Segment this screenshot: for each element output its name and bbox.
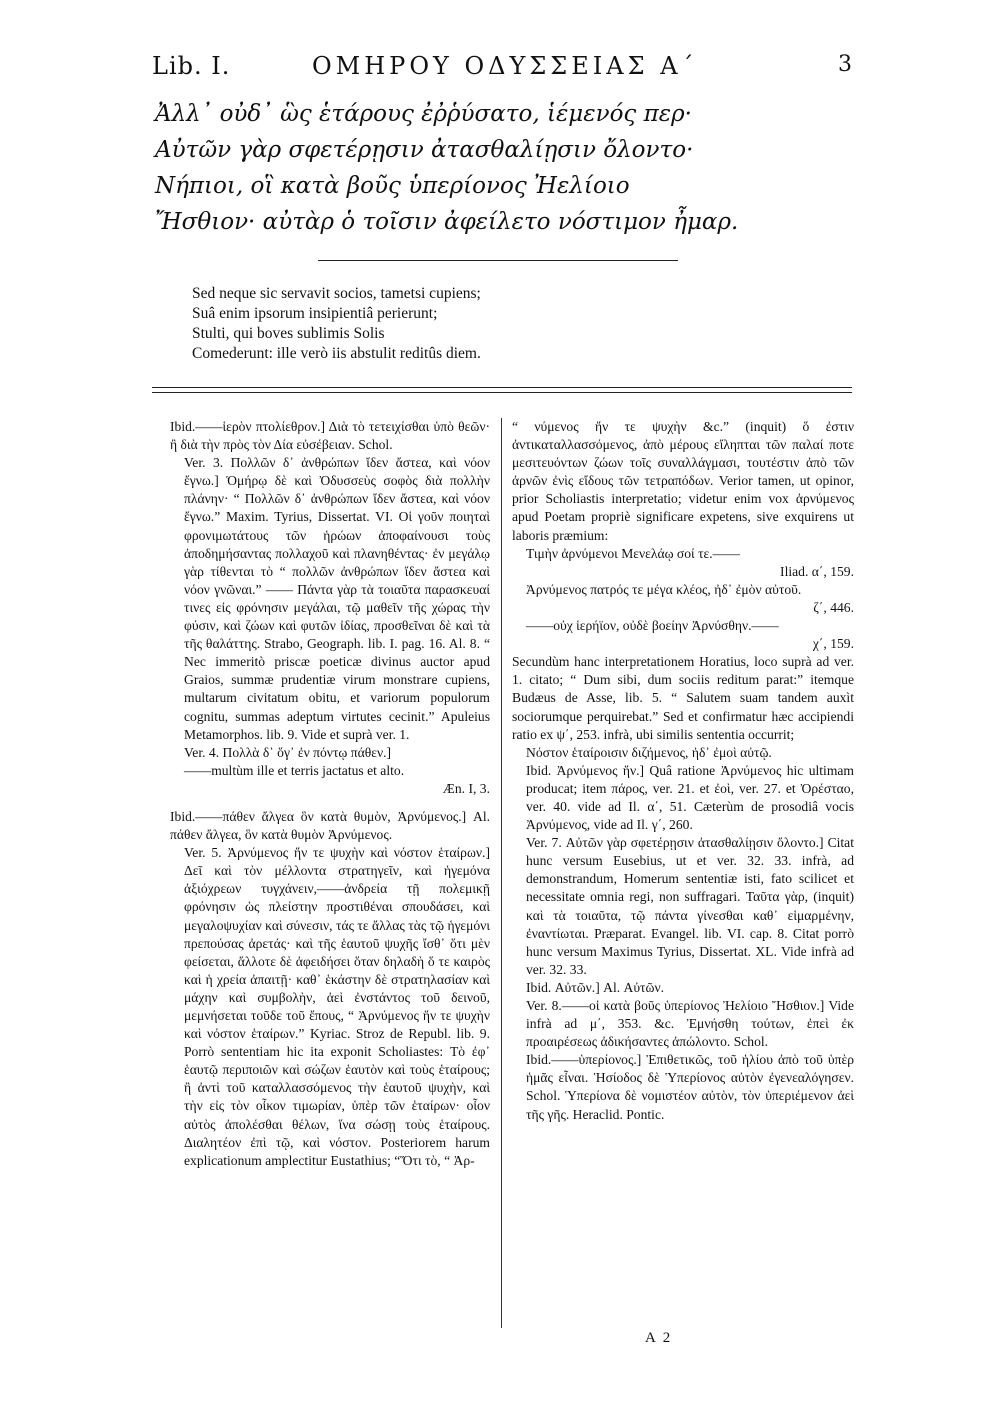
notes-divider-bottom [152, 392, 852, 393]
note-quote: Ἀρνύμενος πατρός τε μέγα κλέος, ἠδ᾽ ἐμὸν αὐτοῦ. [526, 581, 802, 597]
note-quote: ——οὐχ ἱερήϊον, οὐδὲ βοείην Ἀρνύσθην.—— [526, 618, 779, 634]
column-divider [501, 418, 502, 1328]
latin-verse-line: Stulti, qui boves sublimis Solis [192, 325, 385, 342]
note-paragraph: Ibid. Ἀρνύμενος ἥν.] Quâ ratione Ἀρνύμενος hic ultimam producat; item πάρος, ver. 21. et ἐοὶ, ver. 27. et Ὀρέσταο, ver. 40. vide ad Il. α΄, 51. Cæterùm de prosodiâ vocis Ἀρνύμενος, vide ad Il. γ΄, 260. [526, 762, 854, 833]
latin-verse-line: Comederunt: ille verò iis abstulit reditûs diem. [192, 345, 481, 362]
greek-verse-line: Αὐτῶν γὰρ σφετέρῃσιν ἀτασθαλίῃσιν ὄλοντο· [155, 137, 694, 163]
notes-divider-top [152, 387, 852, 388]
greek-verse-line: Ἤσθιον· αὐτὰρ ὁ τοῖσιν ἀφείλετο νόστιμον ἦμαρ. [155, 209, 739, 235]
notes-right-column [512, 418, 854, 1124]
note-paragraph: Ibid.——ὑπερίονος.] Ἐπιθετικῶς, τοῦ ἡλίου ἀπὸ τοῦ ὑπὲρ ἡμᾶς εἶναι. Ἡσίοδος δὲ Ὑπερίονος αὐτὸν ἐγενεαλόγησεν. Schol. Ὑπερίονα δὲ νομιστέον αὐτὸν, τὸν ὑπεριέμενον ἀεὶ τῆς γῆς. Heraclid. Pontic. [526, 1052, 854, 1122]
notes-left-column [170, 418, 490, 1170]
note-paragraph: Ver. 3. Πολλῶν δ᾽ ἀνθρώπων ἴδεν ἄστεα, καὶ νόον ἔγνω.] Ὁμήρῳ δὲ καὶ Ὀδυσσεὺς σοφὸς διὰ πολλὴν πλάνην· “ Πολλῶν δ᾽ ἀνθρώπων ἴδεν ἄστεα, καὶ νόον ἔγνω.” Maxim. Tyrius, Dissertat. VI. Οἱ γοῦν ποιηταὶ φρονιμωτάτους τῶν ἡρώων ἀποφαίνουσι τοὺς ἀποδημήσαντας πολλαχοῦ καὶ πλανηθέντας· ἐν μεγάλῳ γὰρ τίθενται τὸ “ πολλῶν ἀνθρώπων ἴδεν ἄστεα καὶ νόον γνῶναι.” —— Πάντα γὰρ τὰ τοιαῦτα παρασκευαί τινες εἰς φρόνησιν μεγάλαι, τῷ μαθεῖν τῆς χώρας τὴν φύσιν, καὶ ζώων καὶ φυτῶν ἰδίας, προσθεῖναι δὲ καὶ τὰ τῆς θαλάττης. Strabo, Geograph. lib. I. pag. 16. Al. 8. “ Nec immeritò priscæ poeticæ divinus auctor apud Graios, summæ prudentiæ virum monstrare cupiens, multarum civitatum obitu, et variorum populorum cognitu, summas adeptum virtutes cecinit.” Apuleius Metamorphos. lib. 9. Vide et suprà ver. 1. [184, 455, 490, 742]
greek-verse [155, 96, 835, 240]
page-number: 3 [838, 52, 852, 77]
note-paragraph: Ver. 7. Αὐτῶν γὰρ σφετέρῃσιν ἀτασθαλίῃσιν ὄλοντο.] Citat hunc versum Eusebius, ut et ver. 32. 33. infrà, ad demonstrandum, Homerum sententiæ isti, fato scilicet et necessitate omnia regi, non suffragari. Ταῦτα γὰρ, (inquit) καὶ τὰ τοιαῦτα, τῷ πάντα γίνεσθαι καθ᾽ εἱμαρμένην, ἐναντίωται. Præparat. Evangel. lib. VI. cap. 8. Citat porrò hunc versum Maximus Tyrius, Dissertat. XL. Vide infrà ad ver. 32. 33. [526, 835, 854, 977]
note-paragraph: Secundùm hanc interpretationem Horatius, loco suprà ad ver. 1. citato; “ Dum sibi, dum sociis reditum parat:” itemque Budæus de Asse, lib. 5. “ Salutem suam tandem auxìt sociorumque perquirebat.” Sed et confirmatur hæc accipiendi ratio ex ψ΄, 253. infrà, ubi similis sententia occurrit; [512, 654, 854, 742]
note-citation: ζ΄, 446. [813, 599, 854, 615]
note-citation: Æn. I, 3. [442, 780, 490, 796]
note-quote: Νόστον ἑταίροισιν διζήμενος, ἠδ᾽ ἐμοὶ αὐτῷ. [526, 744, 772, 760]
note-paragraph: Ver. 5. Ἀρνύμενος ἥν τε ψυχὴν καὶ νόστον ἑταίρων.] Δεῖ καὶ τὸν μέλλοντα στρατηγεῖν, καὶ ἡγεμόνα ἀξιόχρεων τυγχάνειν,——ἀνδρεία τῇ πολεμικῇ φρόνησιν ὡς πλείστην προστιθέναι σπουδάσει, καὶ μεγαλοψυχίαν καὶ σύνεσιν, τάς τε ἄλλας τὰς τῷ ἡγεμόνι πρεπούσας ἀρετάς· καὶ τῆς ἑαυτοῦ ψυχῆς ἴσθ᾽ ὅτι μὲν φείσεται, ἄλλοτε δὲ ἀφειδήσει ὅταν δηλαδὴ ὅ τε καιρὸς καὶ ἡ χρεία ἀπαιτῇ· καθ᾽ ἑκάστην δὲ στρατηλασίαν καὶ μάχην καὶ συμβολὴν, ἀεὶ ἐνστάντος τοῦ δεινοῦ, μεμνήσεται τοῦδε τοῦ ἔπους, “ Ἀρνύμενος ἥν τε ψυχὴν καὶ νόστον ἑταίρων.” Kyriac. Stroz de Republ. lib. 9. Porrò sententiam hic ita exponit Scholiastes: Τὸ ἐφ᾽ ἑαυτῷ περιποιῶν καὶ σώζων ἑαυτὸν καὶ τοὺς ἑταίρους; ἢ ἀντὶ τοῦ καταλλασσόμενος τὴν ἑαυτοῦ ψυχὴν, καὶ τὴν εἰς τὸν οἶκον τιμωρίαν, ὑπὲρ τῶν ἑταίρων· οἷον αὐτὸς ἀπολέσθαι θέλων, ἵνα σώσῃ τοὺς ἑταίρους. Διαλητέον ἐπὶ τῷ, καὶ νόστον. Posteriorem harum explicationum amplectitur Eustathius; “Ὅτι τὸ, “ Ἀρ- [184, 845, 490, 1168]
book-label: Lib. I. [152, 52, 231, 80]
greek-verse-line: Νήπιοι, οἳ κατὰ βοῦς ὑπερίονος Ἠελίοιο [155, 173, 630, 199]
running-header [152, 52, 852, 88]
note-quote: ——multùm ille et terris jactatus et alto. [184, 762, 405, 778]
short-divider [318, 260, 678, 261]
page-title: ΟΜΗΡΟΥ ΟΔΥΣΣΕΙΑΣ Α΄ [312, 52, 698, 80]
signature-mark: A 2 [645, 1330, 673, 1346]
note-paragraph: Ibid.——πάθεν ἄλγεα ὃν κατὰ θυμὸν, Ἀρνύμενος.] Al. πάθεν ἄλγεα, ὃν κατὰ θυμὸν Ἀρνύμενος. [170, 808, 490, 843]
latin-verse-line: Suâ enim ipsorum insipientiâ perierunt; [192, 305, 438, 322]
note-paragraph: Ibid.——ἱερὸν πτολίεθρον.] Διὰ τὸ τετειχίσθαι ὑπὸ θεῶν· ἢ διὰ τὴν πρὸς τὸν Δία εὐσέβειαν. Schol. [170, 419, 490, 453]
note-citation: χ΄, 159. [812, 636, 854, 652]
latin-translation [192, 284, 812, 364]
note-paragraph: Ver. 8.——οἱ κατὰ βοῦς ὑπερίονος Ἠελίοιο Ἤσθιον.] Vide infrà ad μ΄, 353. &c. Ἐμνήσθη τούτων, ἐπεὶ ἐκ προαιρέσεως ἀδικήσαντες ἀπώλοντο. Schol. [526, 998, 854, 1050]
note-citation: Iliad. α΄, 159. [780, 563, 854, 579]
latin-verse-line: Sed neque sic servavit socios, tametsi cupiens; [192, 285, 481, 302]
note-paragraph: Ver. 4. Πολλὰ δ᾽ ὅγ᾽ ἐν πόντῳ πάθεν.] [184, 744, 392, 760]
note-quote: Τιμὴν ἀρνύμενοι Μενελάῳ σοί τε.—— [526, 545, 740, 561]
note-paragraph: “ νύμενος ἥν τε ψυχὴν &c.” (inquit) ὅ ἐστιν ἀντικαταλλασσόμενος, ἀπὸ μέρους εἴληπται τῶν παλαί ποτε μεσιτευόντων ζώων τοῖς συναλλάγμασι, τουτέστιν ἀπὸ τῶν ἀρνῶν ἐνὶς εἴδους τῶν τετραπόδων. Verior tamen, ut opinor, prior Scholiastis interpretatio; videtur enim vox ἀρνύμενος apud Poetam propriè significare expetens, sive exquirens ut laboris præmium: [512, 419, 854, 543]
note-paragraph: Ibid. Αὐτῶν.] Al. Αὐτῶν. [526, 979, 665, 995]
greek-verse-line: Ἀλλ᾽ οὐδ᾽ ὣς ἑτάρους ἐῤῥύσατο, ἱέμενός περ· [155, 101, 692, 127]
